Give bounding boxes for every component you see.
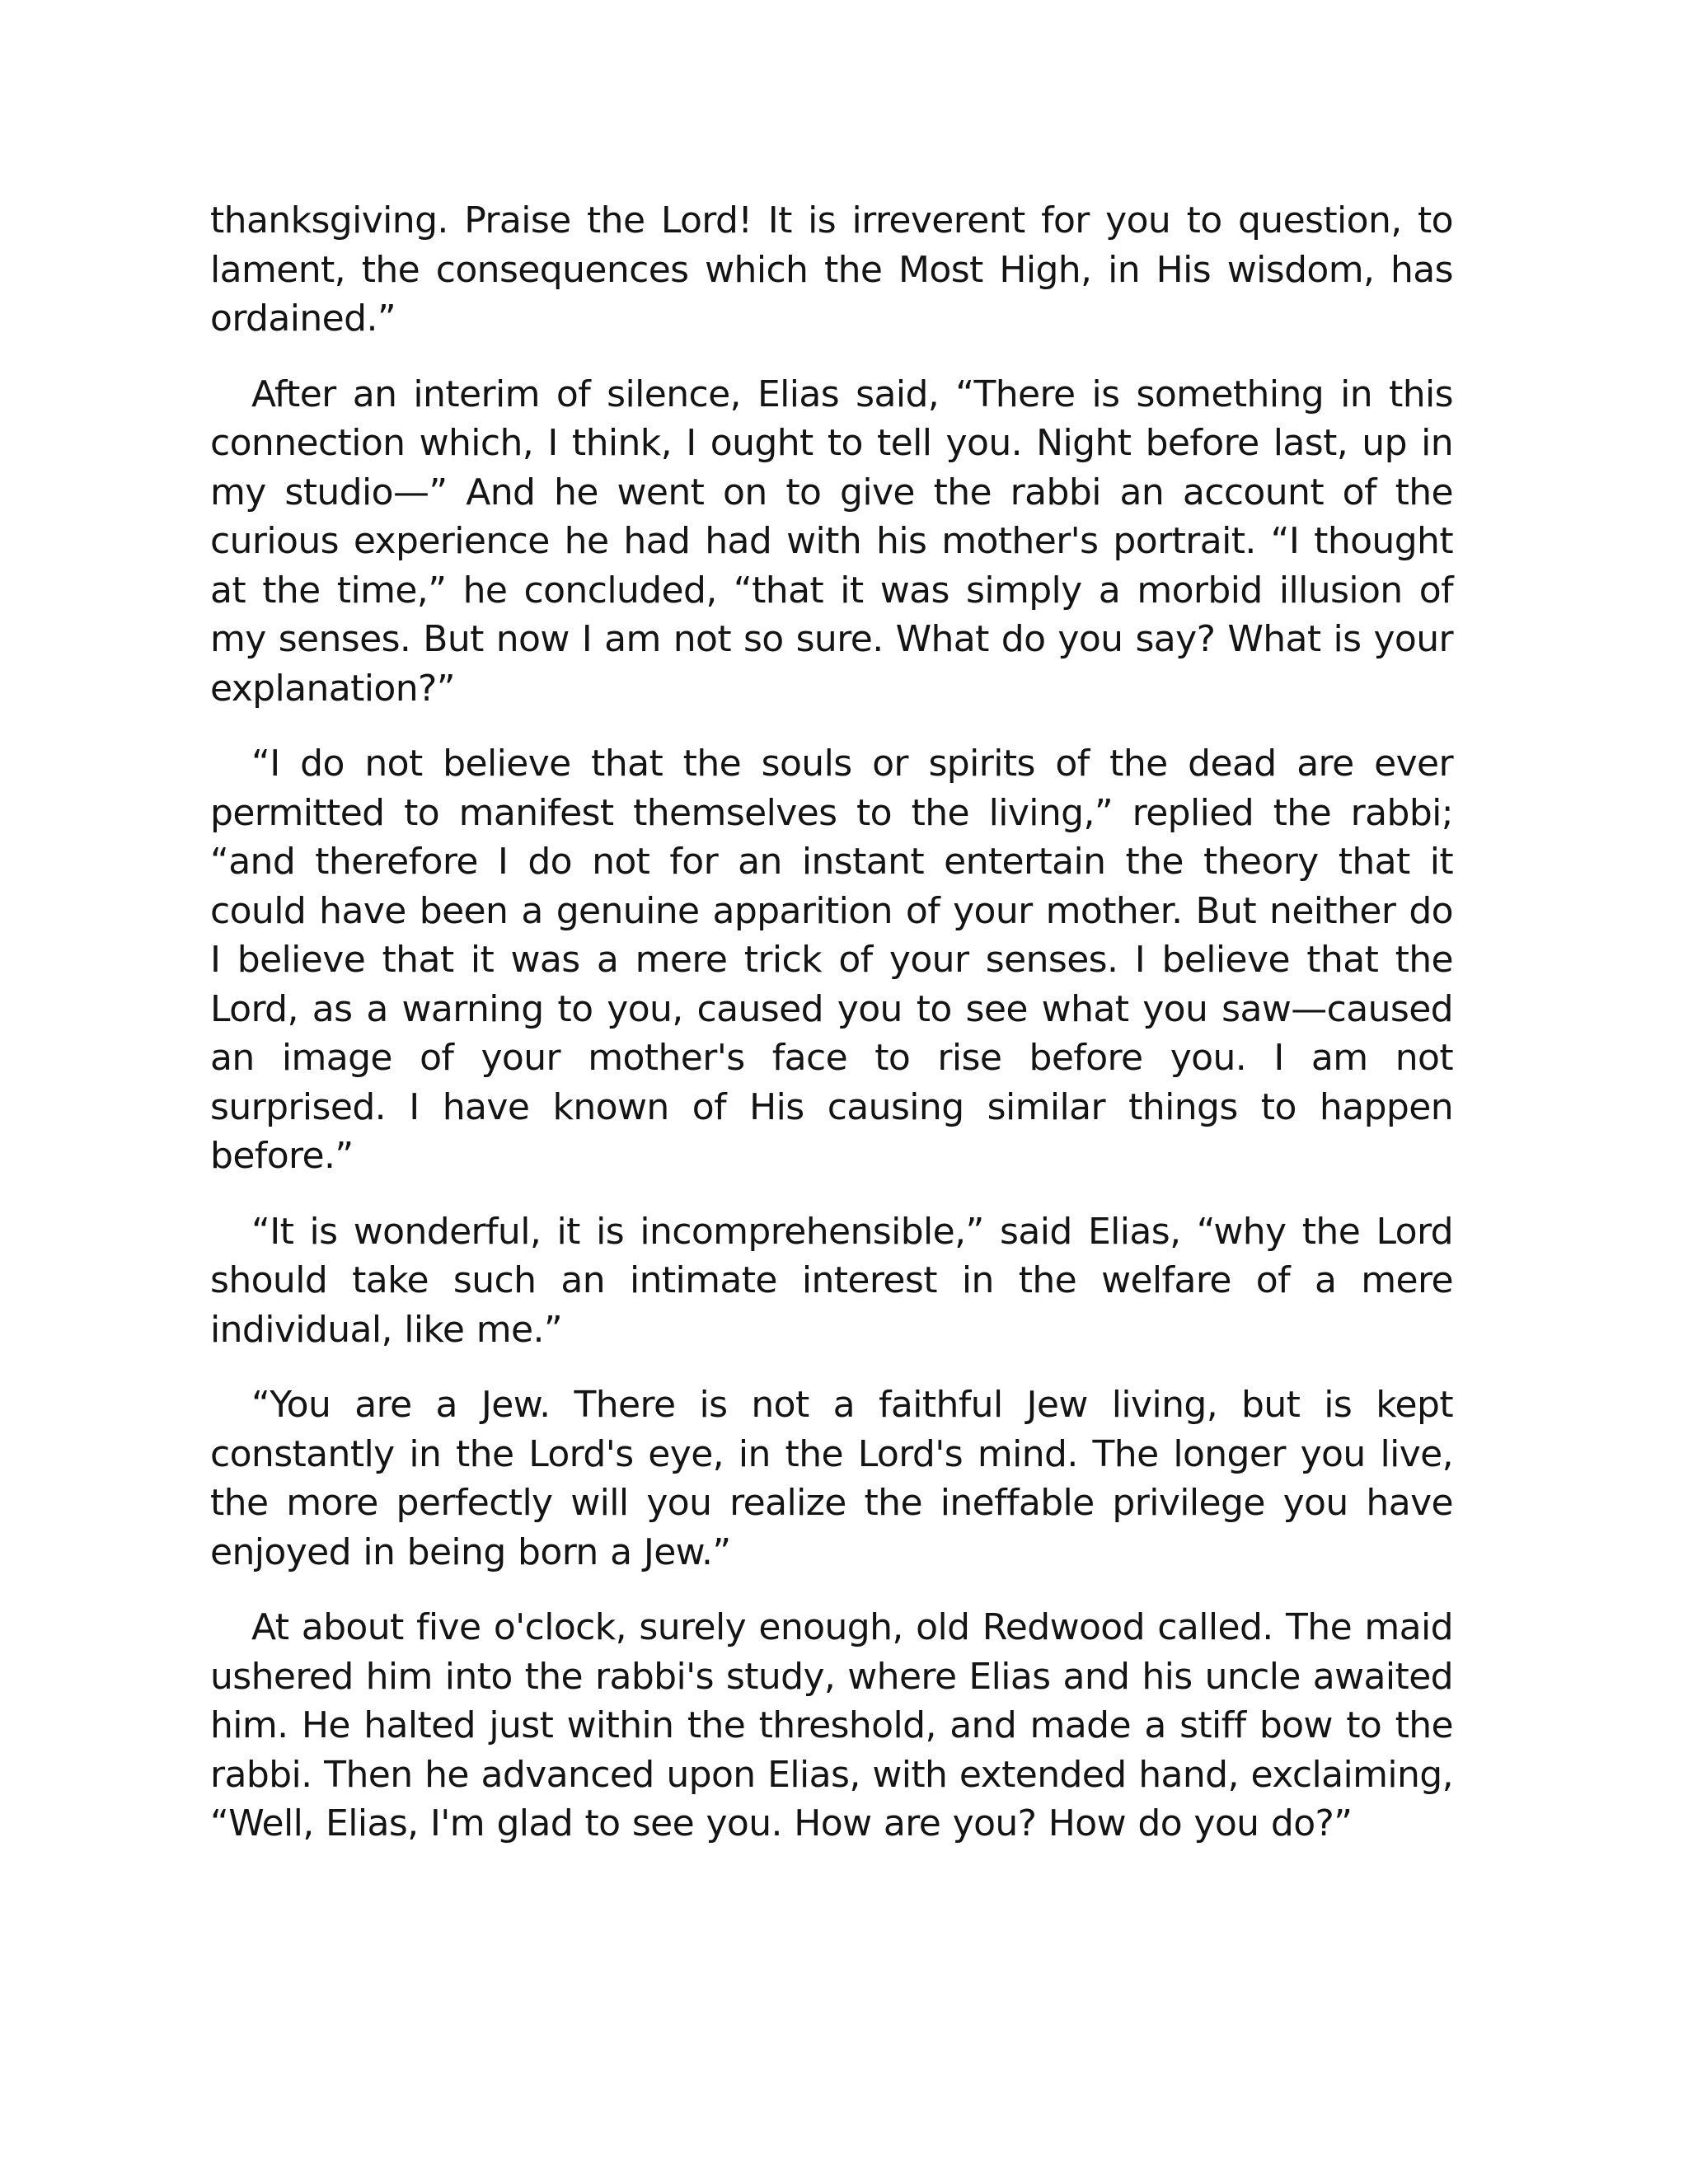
paragraph: “You are a Jew. There is not a faithful Jew living, but is kept constantly in the Lord's eye, in the Lord's mind. The longer you live, the more perfectly will you realize the ineffable privilege you have enjoyed in being born a Jew.” — [210, 1384, 1453, 1573]
paragraph-continuation: thanksgiving. Praise the Lord! It is irreverent for you to question, to lament, the consequences which the Most High, in His wisdom, has ordained.” — [210, 199, 1453, 340]
paragraph: After an interim of silence, Elias said, “There is something in this connection which, I think, I ought to tell you. Night before last, up in my studio—” And he went on to give the rabbi an account of the curious experience he had had with his mother's portrait. “I thought at the time,” he concluded, “that it was simply a morbid illusion of my senses. But now I am not so sure. What do you say? What is your explanation?” — [210, 373, 1453, 710]
paragraph: “I do not believe that the souls or spirits of the dead are ever permitted to manifest themselves to the living,” replied the rabbi; “and therefore I do not for an instant entertain the theory that it could have been a genuine apparition of your mother. But neither do I believe that it was a mere trick of your senses. I believe that the Lord, as a warning to you, caused you to see what you saw—caused an image of your mother's face to rise before you. I am not surprised. I have known of His causing similar things to happen before.” — [210, 743, 1453, 1177]
paragraph: “It is wonderful, it is incomprehensible,” said Elias, “why the Lord should take such an intimate interest in the welfare of a mere individual, like me.” — [210, 1210, 1453, 1351]
body-text — [210, 196, 1453, 1875]
paragraph: At about five o'clock, surely enough, old Redwood called. The maid ushered him into the rabbi's study, where Elias and his uncle awaited him. He halted just within the threshold, and made a stiff bow to the rabbi. Then he advanced upon Elias, with extended hand, exclaiming, “Well, Elias, I'm glad to see you. How are you? How do you do?” — [210, 1606, 1453, 1844]
